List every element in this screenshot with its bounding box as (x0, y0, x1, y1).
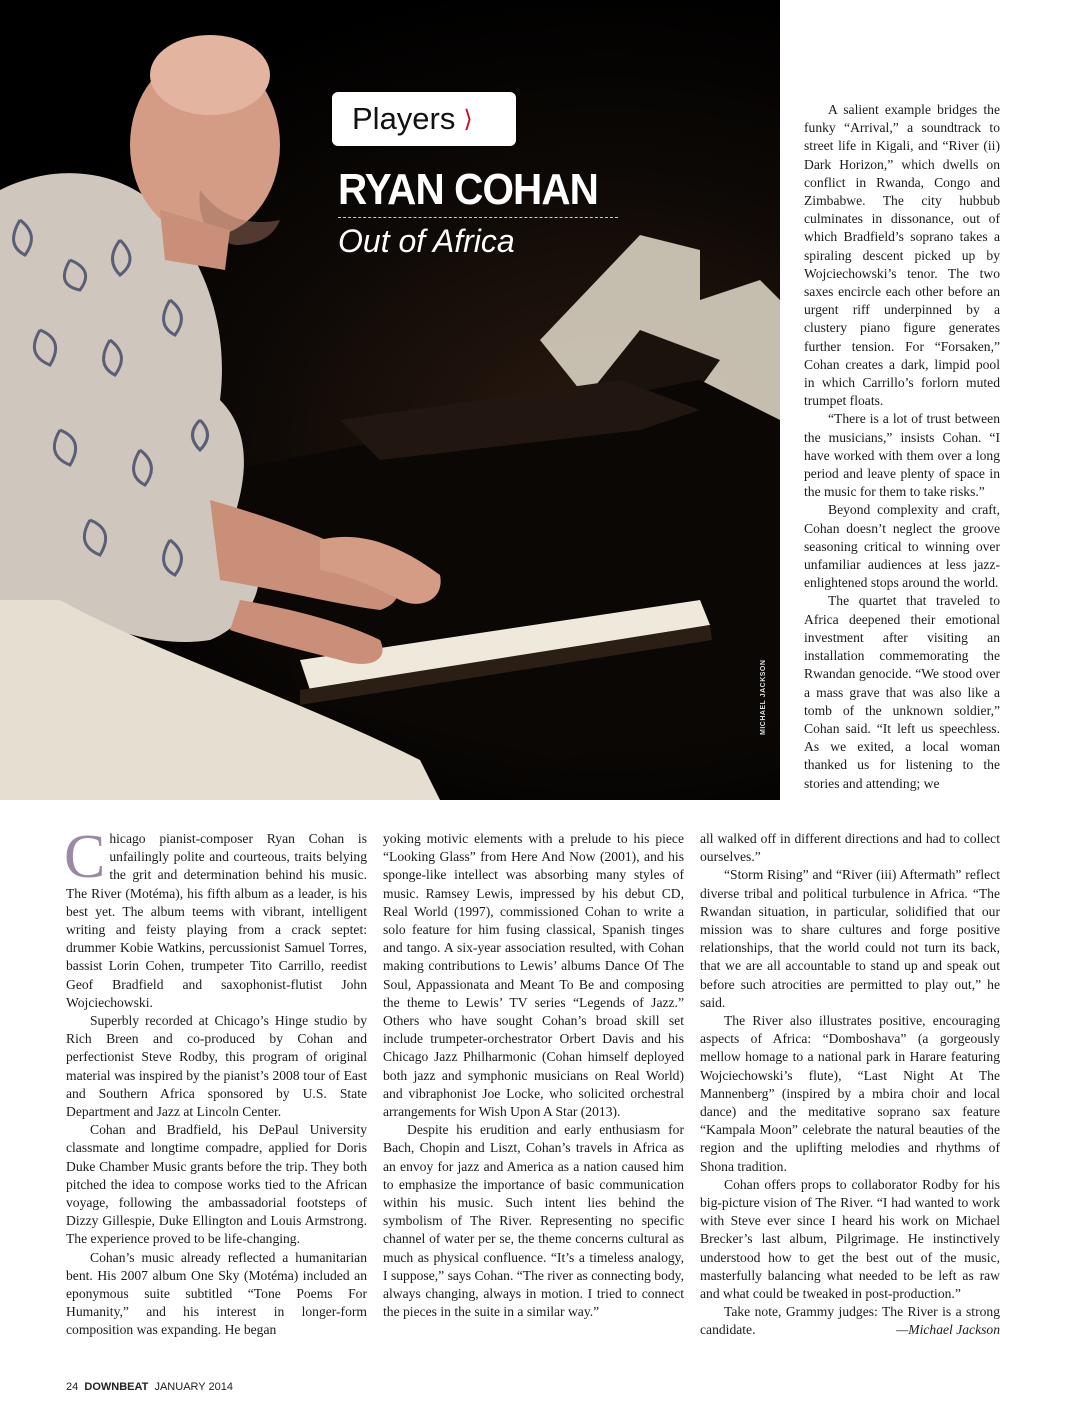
byline: —Michael Jackson (896, 1322, 1000, 1338)
headline-divider (338, 217, 618, 218)
paragraph: A salient example bridges the funky “Arrival,” a soundtrack to street life in Kigali, and “River (ii) Dark Horizon,” which dwells on conflict in Rwanda, Congo and Zimbabwe. The city hubbub culminates in dissonance, out of which Bradfield’s soprano takes a spiraling descent picked up by Wojciechowski’s tenor. The two saxes encircle each other before an urgent riff underpinned by a clustery piano figure generates further tension. For “Forsaken,” Cohan creates a dark, limpid pool in which Carrillo’s forlorn muted trumpet floats. (804, 102, 1000, 409)
photo-credit: MICHAEL JACKSON (760, 659, 767, 735)
department-badge (332, 92, 516, 146)
closing-paragraph (700, 1303, 1000, 1339)
paragraph: The River also illustrates positive, encouraging aspects of Africa: “Domboshava” (a gorgeously mellow homage to a national park in Harare featuring Wojciechowski’s flute), “Last Night At The Mannenberg” (inspired by a mbira choir and local dance) and the meditative soprano sax feature “Kampala Moon” celebrate the natural beauties of the region and the uplifting melodies and rhythms of Shona tradition. (700, 1013, 1000, 1174)
article-headline: RYAN COHAN (338, 165, 598, 214)
magazine-name: DOWNBEAT (84, 1381, 149, 1393)
paragraph: Superbly recorded at Chicago’s Hinge studio by Rich Breen and co-produced by Cohan and perfectionist Steve Rodby, this program of original material was inspired by the pianist’s 2008 tour of East and Southern Africa sponsored by U.S. State Department and Jazz at Lincoln Center. (66, 1013, 367, 1120)
paragraph: The quartet that traveled to Africa deepened their emotional investment after visiting an installation commemorating the Rwandan genocide. “We stood over a mass grave that was also like a tomb of the unknown soldier,” Cohan said. “It left us speechless. As we exited, a local woman thanked us for listening to the stories and attending; we (804, 593, 1000, 791)
page-footer (66, 1381, 233, 1393)
department-label: Players (352, 101, 456, 136)
article-column-2 (383, 830, 684, 1321)
paragraph: yoking motivic elements with a prelude to his piece “Looking Glass” from Here And Now (2001), and his sponge-like intellect was absorbing many styles of music. Ramsey Lewis, impressed by his debut CD, Real World (1997), commissioned Cohan to write a solo feature for him fusing classical, Spanish tinges and tango. A six-year association resulted, with Cohan making contributions to Lewis’ albums Dance Of The Soul, Appassionata and Meant To Be and composing the theme to Lewis’ TV series “Legends of Jazz.” Others who have sought Cohan’s broad skill set include trumpeter-orchestrator Orbert Davis and his Chicago Jazz Philharmonic (Cohan himself deployed both jazz and symphonic musicians on Real World) and vibraphonist Joe Locke, who solicited orchestral arrangements for Wish Upon A Star (2013). (383, 831, 684, 1120)
paragraph: “There is a lot of trust between the musicians,” insists Cohan. “I have worked with them over a long period and leave plenty of space in the music for them to take risks.” (804, 411, 1000, 500)
article-column-3 (700, 830, 1000, 1340)
lead-text: hicago pianist-composer Ryan Cohan is unfailingly polite and courteous, traits belying the grit and determination behind his music. The River (Motéma), his fifth album as a leader, is his best yet. The album teems with vibrant, intelligent writing and feisty playing from a crack septet: drummer Kobie Watkins, percussionist Samuel Torres, bassist Lorin Cohen, trumpeter Tito Carrillo, reedist Geof Bradfield and saxophonist-flutist John Wojciechowski. (66, 831, 367, 1010)
paragraph: Beyond complexity and craft, Cohan doesn’t neglect the groove seasoning critical to winning over unfamiliar audiences at less jazz-enlightened stops around the world. (804, 502, 1000, 591)
lead-paragraph (64, 823, 367, 1012)
paragraph: all walked off in different directions and had to collect ourselves.” (700, 831, 1000, 865)
paragraph: “Storm Rising” and “River (iii) Aftermath” reflect diverse tribal and political turbulence in Africa. “The Rwandan situation, in particular, solidified that our mission was to share cultures and forge positive relationships, that the world could not turn its back, that we are all accountable to stand up and speak out before such atrocities are permitted to play out,” he said. (700, 867, 1000, 1010)
drop-cap: C (64, 823, 106, 891)
paragraph: Cohan offers props to collaborator Rodby for his big-picture vision of The River. “I had wanted to work with Steve ever since I heard his work on Michael Brecker’s last album, Pilgrimage. He instinctively understood how to get the best out of the music, masterfully balancing what needed to be left as raw and what could be tweaked in post-production.” (700, 1176, 1000, 1302)
issue-date: JANUARY 2014 (154, 1381, 233, 1393)
page-number: 24 (66, 1381, 79, 1393)
closing-text: Take note, Grammy judges: The River is a strong candidate. (700, 1304, 1000, 1338)
paragraph: Cohan’s music already reflected a humanitarian bent. His 2007 album One Sky (Motéma) included an eponymous suite subtitled “Tone Poems For Humanity,” and his interest in longer-form composition was expanding. He began (66, 1249, 367, 1338)
paragraph: Despite his erudition and early enthusiasm for Bach, Chopin and Liszt, Cohan’s travels in Africa as an envoy for jazz and America as a nation caused him to emphasize the importance of basic communication within his music. Such intent lies behind the symbolism of The River. Representing no specific channel of water per se, the theme concerns cultural as much as physical confluence. “It’s a timeless analogy, I suppose,” says Cohan. “The river as connecting body, always changing, always in motion. I tried to connect the pieces in the suite in a similar way.” (383, 1122, 684, 1320)
article-column-1 (64, 823, 367, 1340)
article-subhead: Out of Africa (338, 223, 515, 259)
article-column-right-top (804, 101, 1000, 793)
chevron-right-icon: ⟩ (463, 105, 473, 133)
paragraph: Cohan and Bradfield, his DePaul University classmate and longtime compadre, applied for Doris Duke Chamber Music grants before the trip. They both pitched the idea to compose works tied to the African voyage, following the ambassadorial footsteps of Dizzy Gillespie, Duke Ellington and Louis Armstrong. The experience proved to be life-changing. (66, 1122, 367, 1247)
